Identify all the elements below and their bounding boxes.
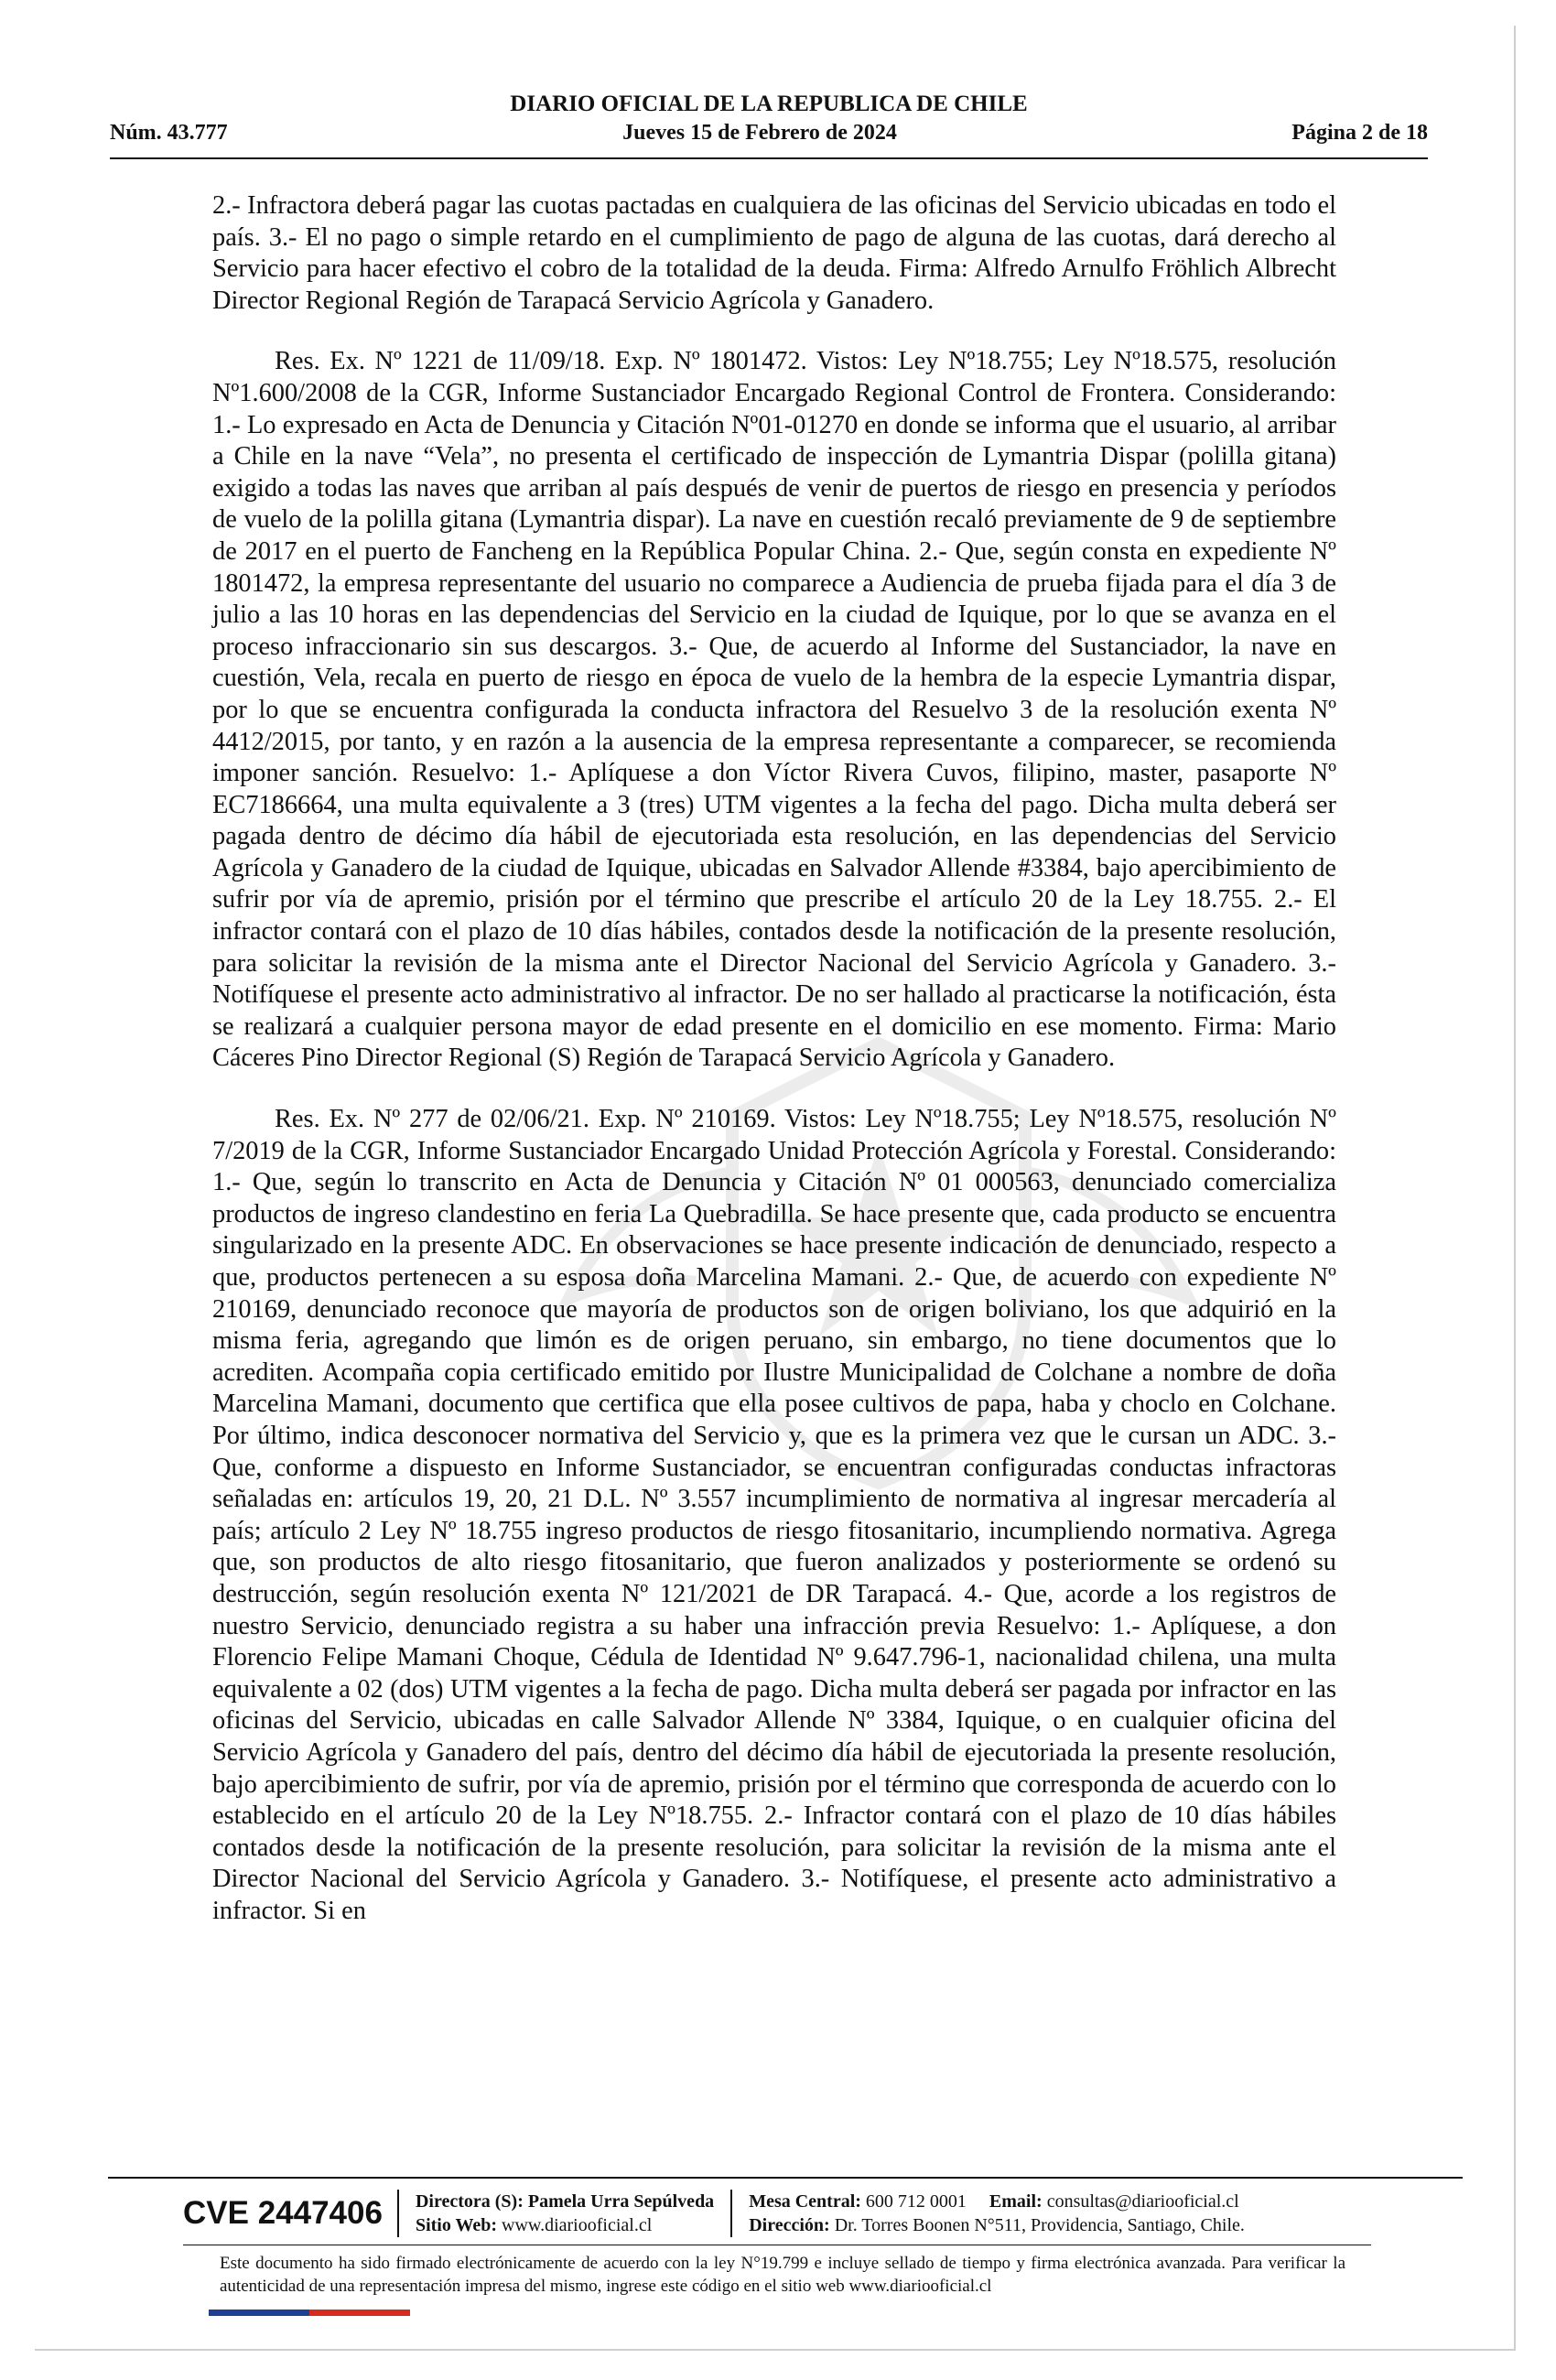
cve-code: CVE 2447406 (183, 2190, 399, 2237)
footer-contact-column (732, 2190, 1261, 2237)
director-label: Directora (S): (415, 2191, 524, 2212)
issue-date: Jueves 15 de Febrero de 2024 (622, 121, 897, 145)
legal-notice: Este documento ha sido firmado electrónicamente de acuerdo con la ley N°19.799 e incluye sellado de tiempo y firma electrónica avanzada. Para verificar la autenticidad de una representación impresa del mismo, ingrese este código en el sitio web www.diariooficial.cl (220, 2254, 1345, 2296)
footer-director-column (399, 2190, 732, 2237)
flag-red-stripe (309, 2310, 410, 2316)
footer-divider (108, 2177, 1463, 2179)
paragraph-3: Res. Ex. Nº 277 de 02/06/21. Exp. Nº 210169. Vistos: Ley Nº18.755; Ley Nº18.575, resolución Nº 7/2019 de la CGR, Informe Sustanciador Encargado Unidad Protección Agrícola y Forestal. Considerando: 1.- Que, según lo transcrito en Acta de Denuncia y Citación Nº 01 000563, denunciado comercializa productos de ingreso clandestino en feria La Quebradilla. Se hace presente que, cada producto se encuentra singularizado en la presente ADC. En observaciones se hace presente indicación de denunciado, respecto a que, productos pertenecen a su esposa doña Marcelina Mamani. 2.- Que, de acuerdo con expediente Nº 210169, denunciado reconoce que mayoría de productos son de origen boliviano, los que adquirió en la misma feria, agregando que limón es de origen peruano, sin embargo, no tiene documentos que lo acrediten. Acompaña copia certificado emitido por Ilustre Municipalidad de Colchane a nombre de doña Marcelina Mamani, documento que certifica que ella posee cultivos de papa, haba y choclo en Colchane. Por último, indica desconocer normativa del Servicio y, que es la primera vez que le cursan un ADC. 3.- Que, conforme a dispuesto en Informe Sustanciador, se encuentran configuradas conductas infractoras señaladas en: artículos 19, 20, 21 D.L. Nº 3.557 incumplimiento de normativa al ingresar mercadería al país; artículo 2 Ley Nº 18.755 ingreso productos de riesgo fitosanitario, incumpliendo normativa. Agrega que, son productos de alto riesgo fitosanitario, que fueron analizados y posteriormente se ordenó su destrucción, según resolución exenta Nº 121/2021 de DR Tarapacá. 4.- Que, acorde a los registros de nuestro Servicio, denunciado registra a su haber una infracción previa Resuelvo: 1.- Aplíquese, a don Florencio Felipe Mamani Choque, Cédula de Identidad Nº 9.647.796-1, nacionalidad chilena, una multa equivalente a 02 (dos) UTM vigentes a la fecha de pago. Dicha multa deberá ser pagada por infractor en las oficinas del Servicio, ubicadas en calle Salvador Allende Nº 3384, Iquique, o en cualquier oficina del Servicio Agrícola y Ganadero del país, dentro del décimo día hábil de ejecutoriada la presente resolución, bajo apercibimiento de sufrir, por vía de apremio, prisión por el término que corresponda de acuerdo con lo establecido en el artículo 20 de la Ley Nº18.755. 2.- Infractor contará con el plazo de 10 días hábiles contados desde la notificación de la presente resolución, para solicitar la revisión de la misma ante el Director Nacional del Servicio Agrícola y Ganadero. 3.- Notifíquese, el presente acto administrativo a infractor. Si en (212, 1105, 1336, 1925)
document-body (212, 190, 1336, 1927)
phone-label: Mesa Central: (749, 2191, 861, 2212)
flag-color-bar (209, 2310, 410, 2316)
page-number: Página 2 de 18 (1291, 121, 1428, 145)
address-value: Dr. Torres Boonen N°511, Providencia, Santiago, Chile. (834, 2215, 1245, 2235)
web-label: Sitio Web: (415, 2215, 498, 2235)
email-link[interactable]: consultas@diariooficial.cl (1046, 2191, 1239, 2212)
page-footer (183, 2186, 1373, 2241)
flag-blue-stripe (209, 2310, 309, 2316)
issue-number: Núm. 43.777 (110, 121, 228, 145)
director-name: Pamela Urra Sepúlveda (527, 2191, 715, 2212)
phone-value: 600 712 0001 (865, 2191, 967, 2212)
paragraph-1: 2.- Infractora deberá pagar las cuotas pactadas en cualquiera de las oficinas del Servicio ubicadas en todo el país. 3.- El no pago o simple retardo en el cumplimiento de pago de alguna de las cuotas, dará derecho al Servicio para hacer efectivo el cobro de la totalidad de la deuda. Firma: Alfredo Arnulfo Fröhlich Albrecht Director Regional Región de Tarapacá Servicio Agrícola y Ganadero. (212, 191, 1336, 315)
web-link[interactable]: www.diariooficial.cl (502, 2215, 653, 2235)
newspaper-title: DIARIO OFICIAL DE LA REPUBLICA DE CHILE (510, 92, 1028, 116)
email-label: Email: (989, 2191, 1043, 2212)
address-label: Dirección: (749, 2215, 830, 2235)
header-divider (110, 157, 1428, 159)
paragraph-2: Res. Ex. Nº 1221 de 11/09/18. Exp. Nº 1801472. Vistos: Ley Nº18.755; Ley Nº18.575, resolución Nº1.600/2008 de la CGR, Informe Sustanciador Encargado Regional Control de Frontera. Considerando: 1.- Lo expresado en Acta de Denuncia y Citación Nº01-01270 en donde se informa que el usuario, al arribar a Chile en la nave “Vela”, no presenta el certificado de inspección de Lymantria Dispar (polilla gitana) exigido a todas las naves que arriban al país después de venir de puertos de riesgo en presencia y períodos de vuelo de la polilla gitana (Lymantria dispar). La nave en cuestión recaló previamente de 9 de septiembre de 2017 en el puerto de Fancheng en la República Popular China. 2.- Que, según consta en expediente Nº 1801472, la empresa representante del usuario no comparece a Audiencia de prueba fijada para el día 3 de julio a las 10 horas en las dependencias del Servicio en la ciudad de Iquique, por lo que se avanza en el proceso infraccionario sin sus descargos. 3.- Que, de acuerdo al Informe del Sustanciador, la nave en cuestión, Vela, recala en puerto de riesgo en época de vuelo de la hembra de la especie Lymantria dispar, por lo que se encuentra configurada la conducta infractora del Resuelvo 3 de la resolución exenta Nº 4412/2015, por tanto, y en razón a la ausencia de la empresa representante a comparecer, se recomienda imponer sanción. Resuelvo: 1.- Aplíquese a don Víctor Rivera Cuvos, filipino, master, pasaporte Nº EC7186664, una multa equivalente a 3 (tres) UTM vigentes a la fecha del pago. Dicha multa deberá ser pagada dentro de décimo día hábil de ejecutoriada esta resolución, en las dependencias del Servicio Agrícola y Ganadero de la ciudad de Iquique, ubicadas en Salvador Allende #3384, bajo apercibimiento de sufrir por vía de apremio, prisión por el término que prescribe el artículo 20 de la Ley 18.755. 2.- El infractor contará con el plazo de 10 días hábiles, contados desde la notificación de la presente resolución, para solicitar la revisión de la misma ante el Director Nacional del Servicio Agrícola y Ganadero. 3.- Notifíquese el presente acto administrativo al infractor. De no ser hallado al practicarse la notificación, ésta se realizará a cualquier persona mayor de edad presente en el domicilio en ese momento. Firma: Mario Cáceres Pino Director Regional (S) Región de Tarapacá Servicio Agrícola y Ganadero. (212, 347, 1336, 1073)
page-header (110, 92, 1428, 146)
